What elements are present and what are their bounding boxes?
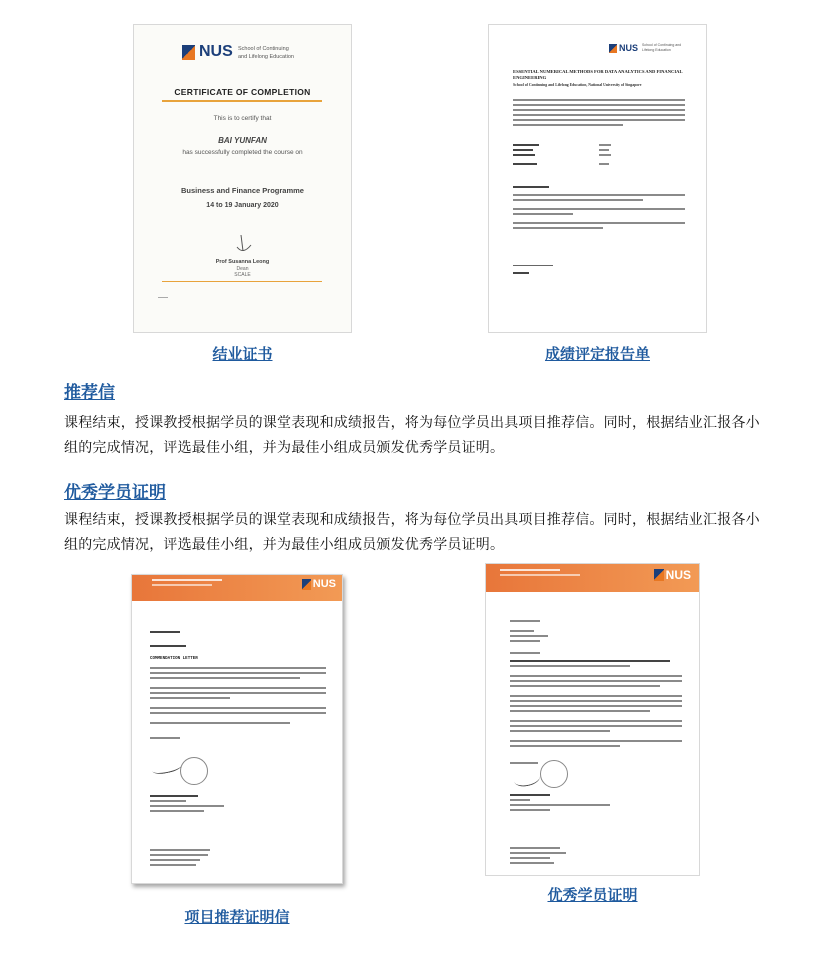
text-line <box>513 114 685 116</box>
text-line <box>513 119 685 121</box>
text-line <box>513 99 685 101</box>
text-line <box>150 667 326 669</box>
nus-logo: NUS <box>654 568 691 582</box>
grade-legend-heading <box>513 186 549 188</box>
grade-value <box>599 154 611 156</box>
certify-text: This is to certify that <box>213 115 272 122</box>
nus-logo: NUS <box>302 578 336 590</box>
nus-crest-icon <box>182 45 195 60</box>
excellent-text: 课程结束，授课教授根据学员的课堂表现和成绩报告，将为每位学员出具项目推荐信。同时，根据结业汇报各小组的完成情况，评选最佳小组，并为最佳小组成员颁发优秀学员证明。 <box>64 512 760 553</box>
text-line <box>150 712 326 714</box>
text-line <box>150 672 326 674</box>
text-line <box>510 730 610 732</box>
signatory-faculty <box>510 809 550 811</box>
text-line <box>510 675 682 677</box>
signatory <box>150 795 198 797</box>
closing <box>510 762 538 764</box>
text-line <box>510 745 620 747</box>
course-name: Business and Finance Programme <box>181 186 304 195</box>
excellent-letter-caption[interactable]: 优秀学员证明 <box>547 886 638 904</box>
recommendation-text: 课程结束，授课教授根据学员的课堂表现和成绩报告，将为每位学员出具项目推荐信。同时，根据结业汇报各小组的完成情况，评选最佳小组，并为最佳小组成员颁发优秀学员证明。 <box>64 415 760 456</box>
excellent-student-letter-image <box>485 563 700 876</box>
recipient-name: BAI YUNFAN <box>218 136 267 145</box>
signatory-name: Prof Susanna Leong <box>215 259 270 265</box>
header-text <box>500 569 580 576</box>
address-line <box>150 859 200 861</box>
school-name: School of Continuing and Lifelong Education <box>642 43 682 52</box>
address-line <box>150 849 210 851</box>
text-line <box>513 199 643 201</box>
text-line <box>150 692 326 694</box>
recommendation-heading: 推荐信 <box>64 383 115 403</box>
signatory-title <box>150 800 186 802</box>
grade-row <box>513 149 533 151</box>
signatory-role: Dean <box>236 266 249 272</box>
excellent-heading: 优秀学员证明 <box>64 483 166 503</box>
text-line <box>513 208 685 210</box>
text-line <box>513 124 623 126</box>
report-title: ESSENTIAL NUMERICAL METHODS FOR DATA ANALYTICS AND FINANCIAL ENGINEERING <box>513 69 683 80</box>
text-line <box>510 680 682 682</box>
grade-row <box>513 154 535 156</box>
nus-logo: NUS School of Continuing and Lifelong Education <box>609 43 688 53</box>
salutation <box>150 645 186 647</box>
text-line <box>513 194 685 196</box>
nus-wordmark: NUS <box>199 43 233 60</box>
text-line <box>150 697 230 699</box>
title-rule <box>162 100 322 102</box>
recommendation-letter-caption[interactable]: 项目推荐证明信 <box>184 908 290 926</box>
text-line <box>513 104 685 106</box>
letter-subject <box>510 660 670 662</box>
text-line <box>510 720 682 722</box>
serial-mark <box>158 297 168 298</box>
signatory-unit: SCALE <box>234 272 251 278</box>
text-line <box>510 740 682 742</box>
text-line <box>513 222 685 224</box>
completed-text: has successfully completed the course on <box>182 149 303 156</box>
text-line <box>150 707 326 709</box>
footer-rule <box>162 281 322 282</box>
official-stamp <box>180 757 208 785</box>
grade-row <box>513 163 537 165</box>
letter-date <box>150 631 180 633</box>
grade-value <box>599 163 609 165</box>
recipient <box>510 630 534 632</box>
text-line <box>150 722 290 724</box>
signatory-dept <box>510 804 610 806</box>
salutation <box>510 652 540 654</box>
text-line <box>150 677 300 679</box>
certificate-title: CERTIFICATE OF COMPLETION <box>174 87 311 97</box>
address-line <box>510 857 550 859</box>
nus-crest-icon <box>302 579 311 590</box>
recipient <box>510 640 540 642</box>
official-stamp <box>540 760 568 788</box>
letter-heading: COMMENDATION LETTER <box>150 657 198 661</box>
text-line <box>510 695 682 697</box>
signatory-title <box>510 799 530 801</box>
text-line <box>510 725 682 727</box>
address-line <box>150 864 196 866</box>
text-line <box>150 687 326 689</box>
text-line <box>510 665 630 667</box>
nus-crest-icon <box>609 44 617 53</box>
nus-logo <box>182 43 233 61</box>
signatory-univ <box>150 810 204 812</box>
text-line <box>513 213 573 215</box>
text-line <box>510 700 682 702</box>
report-subtitle: School of Continuing and Lifelong Education, National University of Singapore <box>513 83 642 87</box>
text-line <box>513 227 603 229</box>
signature-line <box>513 265 553 266</box>
text-line <box>513 109 685 111</box>
certificate-image <box>133 24 352 333</box>
address-line <box>150 854 208 856</box>
signatory <box>513 272 529 274</box>
signature-mark <box>229 233 259 259</box>
nus-crest-icon <box>654 569 664 581</box>
signature-mark <box>151 760 182 776</box>
address-line <box>510 862 554 864</box>
certificate-caption[interactable]: 结业证书 <box>212 345 273 363</box>
letter-date <box>510 620 540 622</box>
grade-value <box>599 144 611 146</box>
grade-row <box>513 144 539 146</box>
grade-report-image <box>488 24 707 333</box>
closing <box>150 737 180 739</box>
grade-value <box>599 149 609 151</box>
signatory <box>510 794 550 796</box>
school-name: School of Continuing and Lifelong Education <box>238 46 294 60</box>
signature-mark <box>513 769 541 788</box>
text-line <box>510 685 660 687</box>
header-text <box>152 579 222 586</box>
address-line <box>510 852 566 854</box>
report-caption[interactable]: 成绩评定报告单 <box>544 345 650 363</box>
address-line <box>510 847 560 849</box>
course-dates: 14 to 19 January 2020 <box>206 202 279 209</box>
recommendation-letter-image <box>131 574 343 884</box>
recipient <box>510 635 548 637</box>
text-line <box>510 705 682 707</box>
text-line <box>510 710 650 712</box>
signatory-dept <box>150 805 224 807</box>
